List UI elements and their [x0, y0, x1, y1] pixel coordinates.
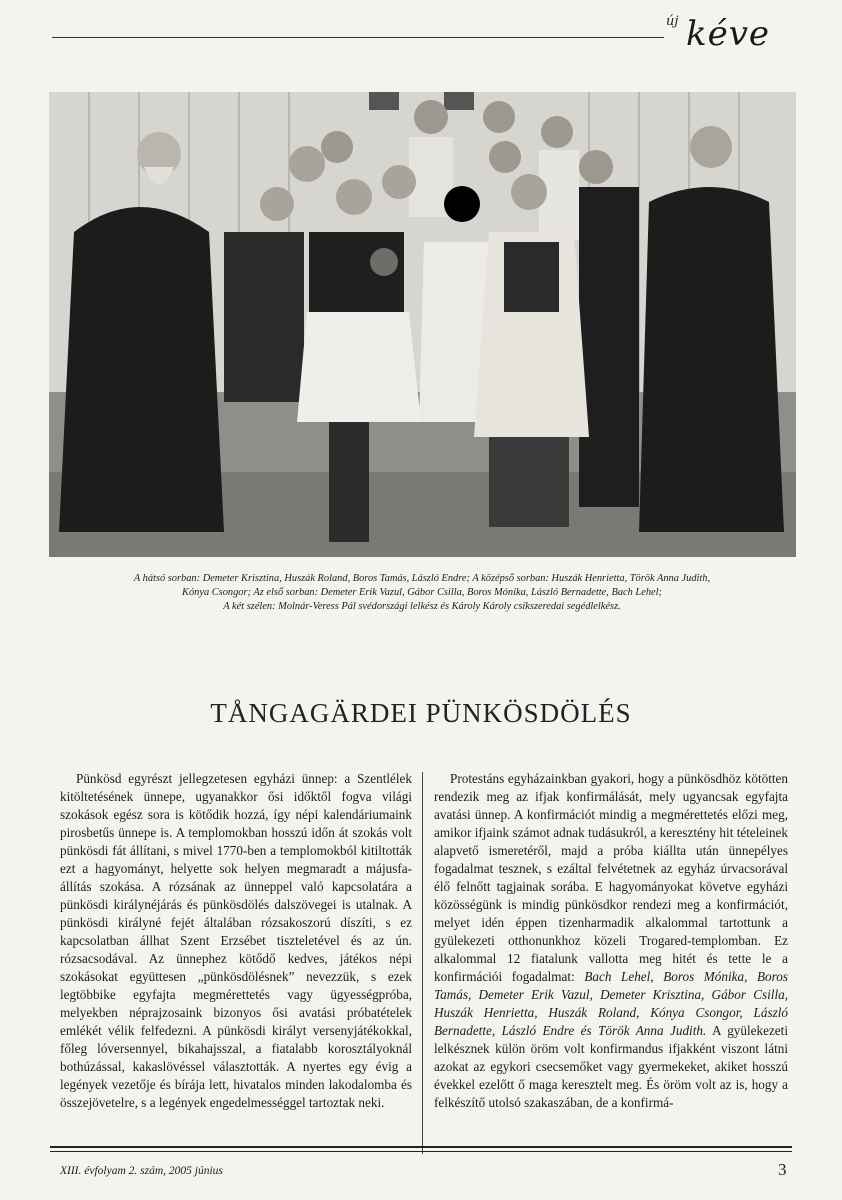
paragraph-text: Protestáns egyházainkban gyakori, hogy a pünkösdhöz kötötten rendezik meg az ifjak konfirmálását, mely ugyancsak egyfajta avatási ünnep. A konfirmációt mindig a megmérettetés előzi meg, amikor ifjaink számot adnak tudásukról, a keresztény hit tételeinek alapvető ismeretéről, majd a próba kiállta után ünnepélyes fogadalmat tesznek, s ezáltal felvétetnek az egyház úrvacsorával élő felnőtt tagjainak sorába. E hagyományokat követve egyházi közösségünk is mindig pünkösdkor rendezi meg a konfirmációt, melyet idén éppen tizenharmadik alkalommal tartottunk a gyülekezeti otthonunkhoz közeli Trogared-templomban. Ez alkalommal 12 fiatalunk vallotta meg hitét és tette le a konfirmációi fogadalmat:: [434, 771, 788, 984]
page-number: 3: [778, 1160, 787, 1179]
confirmand-names: Bach Lehel, Boros Mónika, Boros Tamás, Demeter Erik Vazul, Demeter Krisztina, Gábor Csilla, Huszák Henrietta, Huszák Roland, Kónya Csongor, László Bernadette, László Endre és Török Anna Judith.: [434, 969, 789, 1038]
column-divider: [422, 772, 423, 1154]
header-rule: [52, 37, 664, 38]
paragraph: Pünkösd egyrészt jellegzetesen egyházi ünnep: a Szentlélek kitöltetésének ünnepe, ugyanakkor ősi időktől fogva világi szokások egész sora is kötődik hozzá, így népi kalendáriumaink pirosbetűs ünnepe is. A templomokban hosszú időn át szokás volt pünkösdi fát állítani, s mivel 1770-ben a templomokból kitiltották ezt a hagyományt, helyette sok helyen megmaradt a májusfa-állítás szokása. A rózsának az ünneppel való kapcsolatára a pünkösdi királynéjárás és pünkösdölés dalszövegei is utalnak. A pünkösdi királyné fejét általában rózsakoszorú díszíti, s ez kapcsolatban állhat Szent Erzsébet tiszteletével és az ún. rózsacsodával. Az ünnephez kötődő kedves, játékos népi szokásokat együttesen „pünkösdölésnek” nevezzük, s ezek legtöbbike egyfajta megmérettetés vagy ügyességpróba, melyekben néprajzosaink bizonyos ősi avatási próbatételek emlékét vélik felfedezni. A pünkösdi királyt versenyjátékokkal, főleg lóversennyel, bikahajsszal, a fiatalabb korosztályoknál bothúzással, kakaslövéssel választották. A nyertes egy évig a legények vezetője és bírája lett, hivatalos minden lakodalomba és összejövetelre, s a legények engedelmességgel tartoztak neki.: [60, 771, 412, 1110]
photo-caption: [60, 572, 784, 614]
issue-info: XIII. évfolyam 2. szám, 2005 június: [60, 1165, 223, 1177]
paragraph: [434, 770, 788, 1112]
paragraph-text-cont: A gyülekezeti lelkésznek külön öröm volt konfirmandus ifjakként viszont látni azokat az egykori csecsemőket vagy gyermekeket, akiket hosszú évekkel ezelőtt ő maga keresztelt meg. És öröm volt az is, hogy a felkészítő utolsó szakaszában, de a konfirmá-: [434, 1023, 788, 1110]
article-title: TÅNGAGÄRDEI PÜNKÖSDÖLÉS: [210, 698, 632, 728]
group-photo: [49, 92, 796, 557]
magazine-logo: [664, 14, 804, 54]
article-column-left: [60, 770, 412, 1112]
caption-line: A hátsó sorban: Demeter Krisztina, Huszák Roland, Boros Tamás, László Endre; A középső sorban: Huszák Henrietta, Török Anna Judith,: [133, 573, 711, 584]
logo-small-text: új: [666, 14, 679, 29]
article-column-right: [434, 770, 788, 1112]
footer-rule: [50, 1146, 792, 1148]
footer-rule-thin: [50, 1151, 792, 1152]
caption-line: Kónya Csongor; Az első sorban: Demeter Erik Vazul, Gábor Csilla, Boros Mónika, László Bernadette, Bach Lehel;: [182, 587, 662, 598]
caption-line: A két szélen: Molnár-Veress Pál svédországi lelkész és Károly Károly csíkszeredai segédlelkész.: [223, 601, 621, 612]
logo-main-text: kéve: [686, 14, 771, 54]
